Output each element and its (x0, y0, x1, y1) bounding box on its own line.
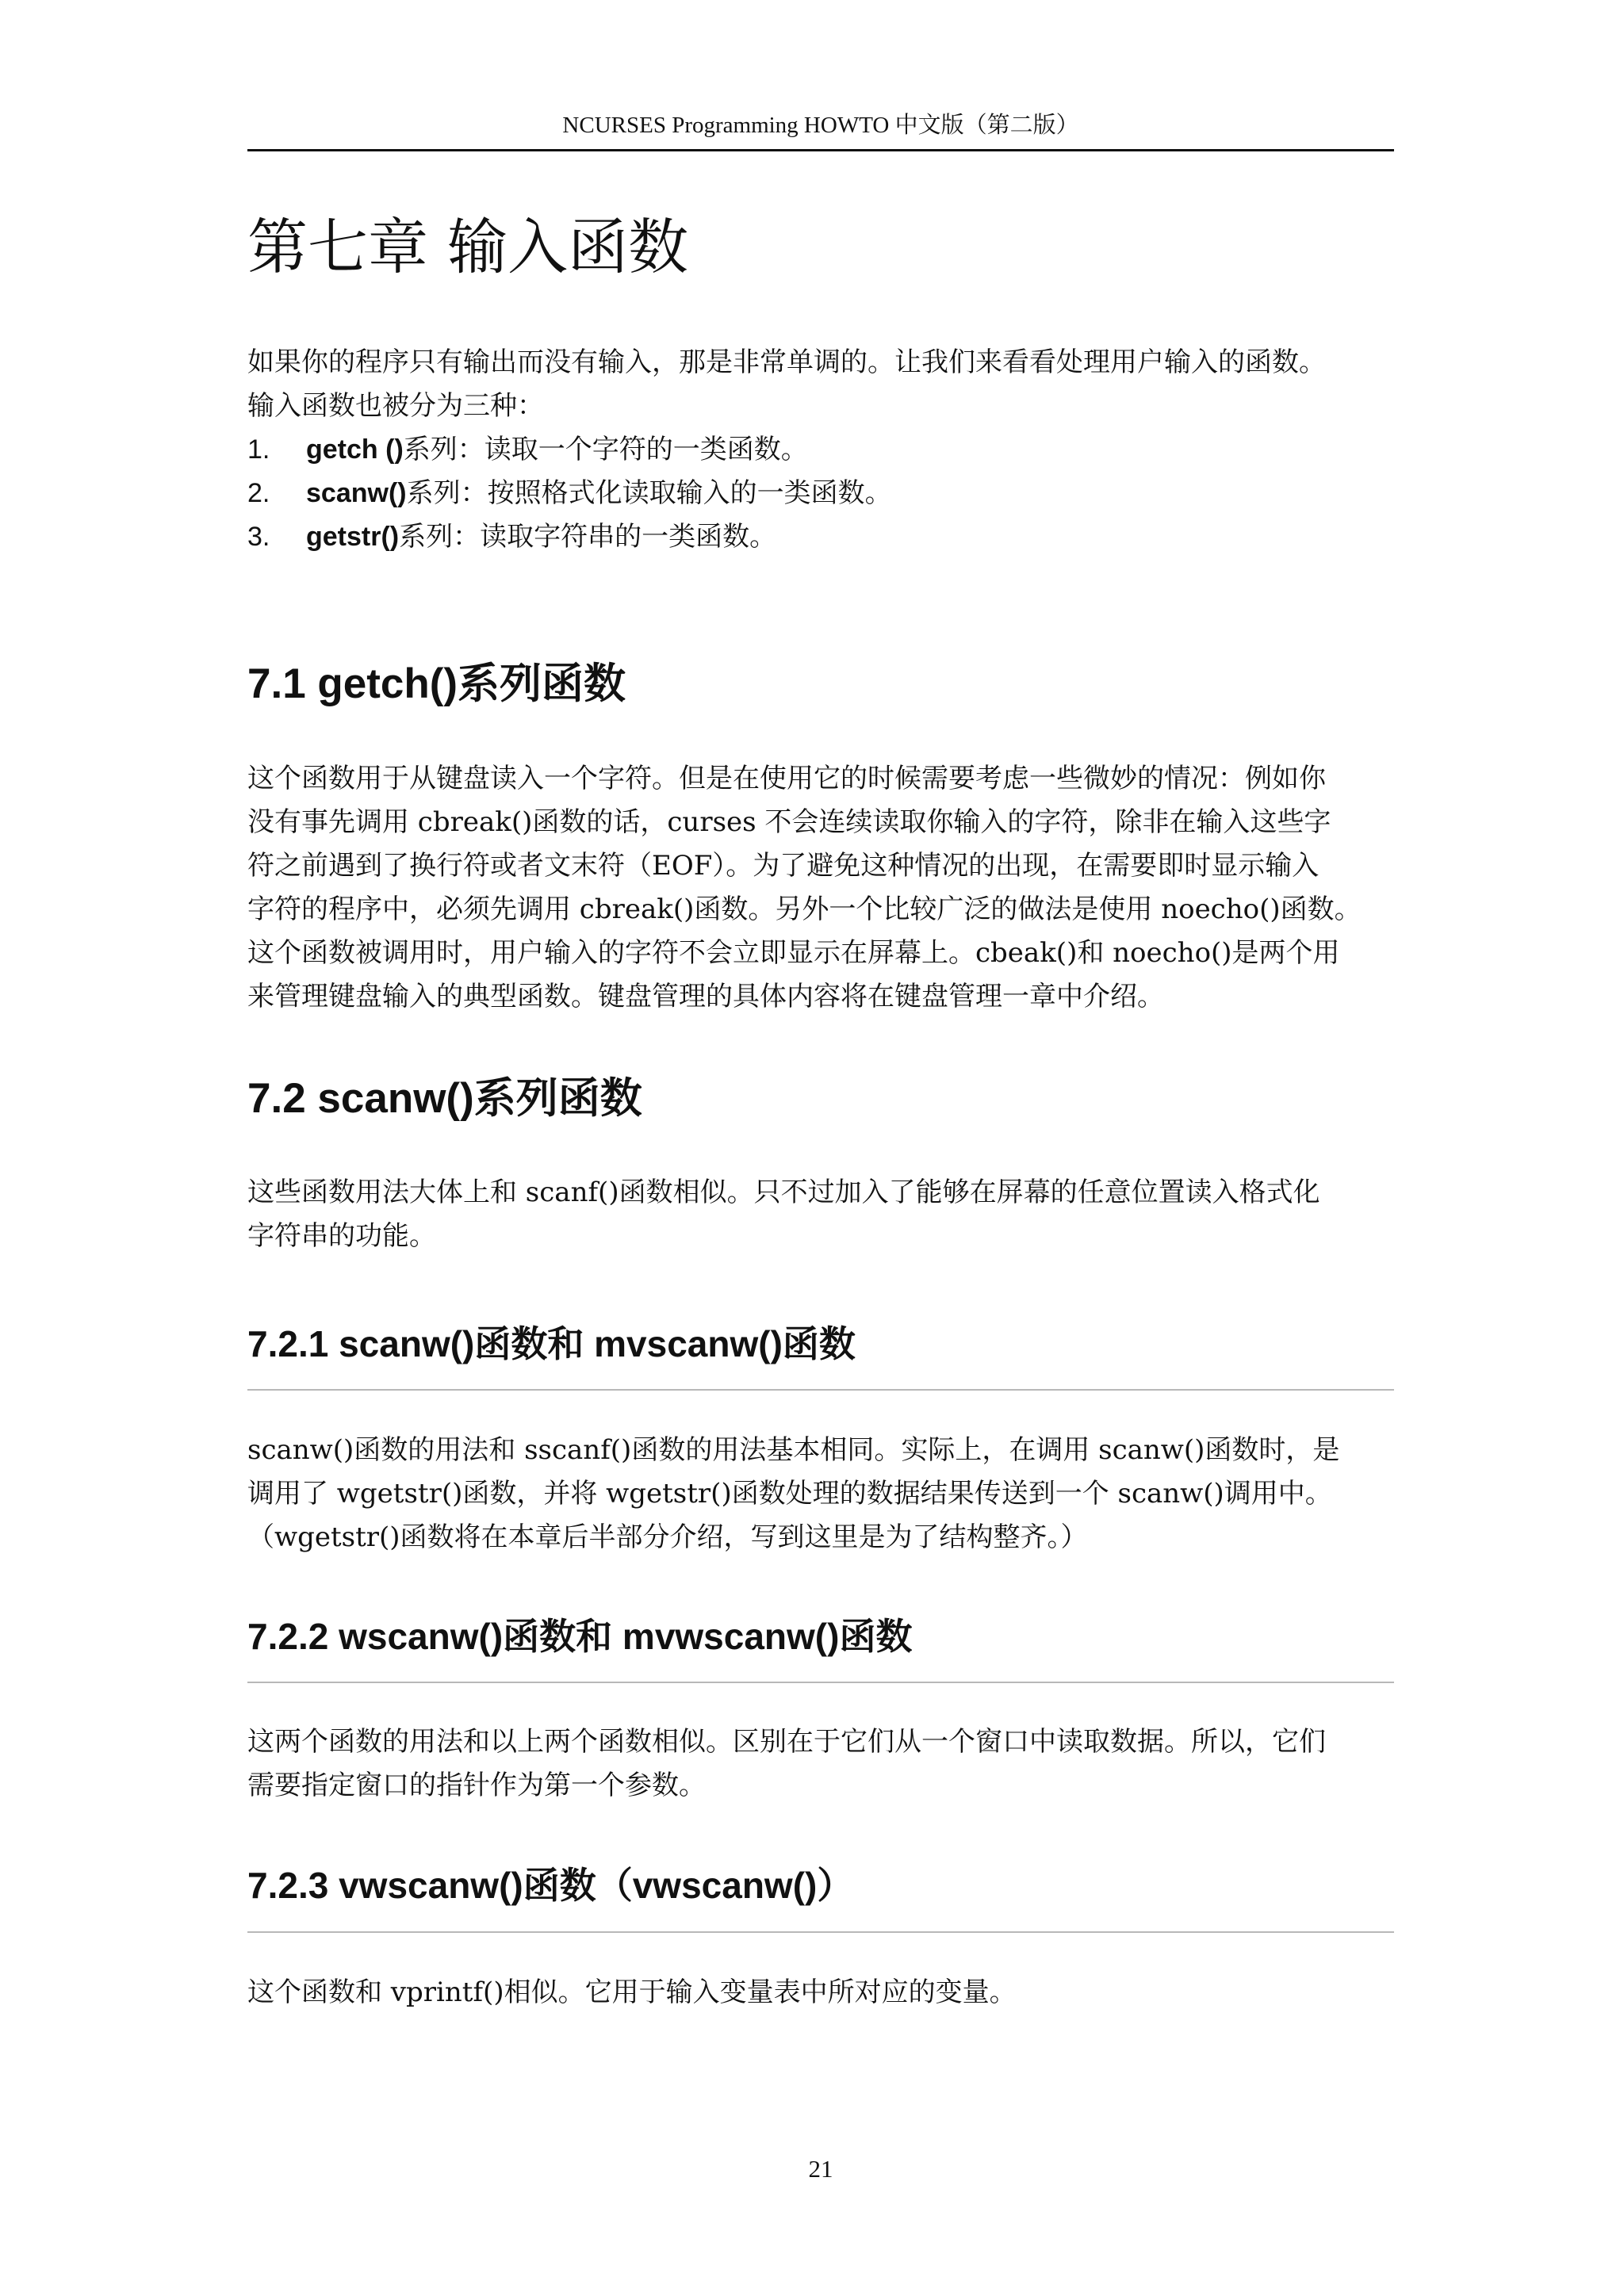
chapter-title: 第七章 输入函数 (247, 212, 689, 282)
section-heading-7-2-1: 7.2.1 scanw()函数和 mvscanw()函数 (247, 1323, 856, 1364)
list-term: scanw() (306, 478, 407, 508)
text-line: 这两个函数的用法和以上两个函数相似。区别在于它们从一个窗口中读取数据。所以，它们 (247, 1726, 1326, 1758)
text-line: （wgetstr()函数将在本章后半部分介绍，写到这里是为了结构整齐。） (247, 1521, 1088, 1553)
list-term: getch () (306, 434, 404, 465)
text-line: 这个函数和 vprintf()相似。它用于输入变量表中所对应的变量。 (247, 1976, 1017, 2008)
list-description: 系列：读取字符串的一类函数。 (399, 521, 777, 553)
list-item (247, 428, 1394, 472)
section-7-2-1-paragraph (247, 1429, 1394, 1559)
list-description: 系列：按照格式化读取输入的一类函数。 (406, 477, 892, 509)
text-line: 来管理键盘输入的典型函数。键盘管理的具体内容将在键盘管理一章中介绍。 (247, 981, 1164, 1012)
text-line: 符之前遇到了换行符或者文末符（EOF）。为了避免这种情况的出现，在需要即时显示输入 (247, 850, 1320, 882)
section-heading-7-2-3: 7.2.3 vwscanw()函数（vwscanw()） (247, 1865, 854, 1906)
text-line: 这些函数用法大体上和 scanf()函数相似。只不过加入了能够在屏幕的任意位置读入格式化 (247, 1177, 1320, 1208)
list-item (247, 515, 1394, 559)
list-description: 系列：读取一个字符的一类函数。 (403, 434, 808, 465)
text-line: 字符的程序中，必须先调用 cbreak()函数。另外一个比较广泛的做法是使用 noecho()函数。 (247, 894, 1362, 925)
text-line: 这个函数用于从键盘读入一个字符。但是在使用它的时候需要考虑一些微妙的情况：例如你 (247, 763, 1326, 794)
header-rule (247, 149, 1394, 151)
page-number: 21 (808, 2155, 833, 2183)
section-7-2-2-paragraph (247, 1720, 1394, 1808)
text-line: 如果你的程序只有输出而没有输入，那是非常单调的。让我们来看看处理用户输入的函数。 (247, 346, 1326, 378)
list-number: 2. (247, 478, 270, 508)
section-7-2-3-paragraph (247, 1971, 1394, 2015)
text-line: 字符串的功能。 (247, 1220, 436, 1252)
list-number: 3. (247, 522, 270, 552)
chapter-intro (247, 341, 1394, 428)
text-line: scanw()函数的用法和 sscanf()函数的用法基本相同。实际上，在调用 scanw()函数时，是 (247, 1434, 1340, 1466)
text-line: 没有事先调用 cbreak()函数的话，curses 不会连续读取你输入的字符，除非在输入这些字 (247, 806, 1331, 838)
text-line: 需要指定窗口的指针作为第一个参数。 (247, 1770, 706, 1801)
text-line: 这个函数被调用时，用户输入的字符不会立即显示在屏幕上。cbeak()和 noecho()是两个用 (247, 937, 1340, 969)
text-line: 输入函数也被分为三种： (247, 390, 544, 422)
input-function-list (247, 428, 1394, 559)
section-heading-7-1: 7.1 getch()系列函数 (247, 660, 626, 707)
section-7-2-paragraph (247, 1171, 1394, 1258)
section-7-1-paragraph (247, 757, 1394, 1019)
section-rule (247, 1389, 1394, 1391)
text-line: 调用了 wgetstr()函数，并将 wgetstr()函数处理的数据结果传送到一个 scanw()调用中。 (247, 1478, 1332, 1510)
running-header: NCURSES Programming HOWTO 中文版（第二版） (562, 113, 1079, 138)
list-item (247, 472, 1394, 515)
section-heading-7-2: 7.2 scanw()系列函数 (247, 1075, 642, 1122)
section-heading-7-2-2: 7.2.2 wscanw()函数和 mvwscanw()函数 (247, 1616, 913, 1657)
section-rule (247, 1682, 1394, 1683)
list-term: getstr() (306, 522, 400, 552)
section-rule (247, 1931, 1394, 1933)
list-number: 1. (247, 434, 270, 465)
